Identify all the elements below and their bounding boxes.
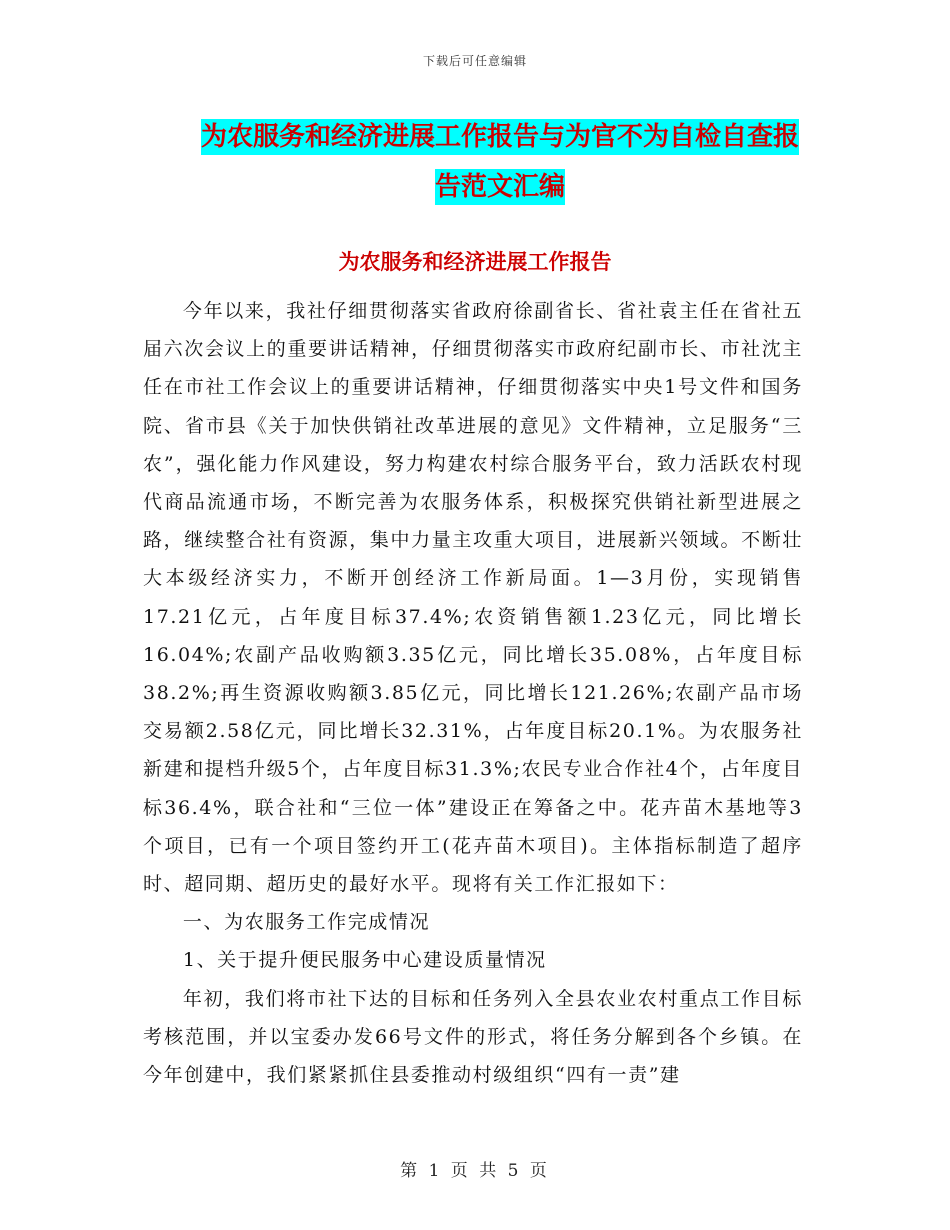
title-line-1: 为农服务和经济进展工作报告与为官不为自检自查报 bbox=[201, 119, 799, 155]
heading-level-2: 1、关于提升便民服务中心建设质量情况 bbox=[182, 949, 547, 972]
title-line-2: 告范文汇编 bbox=[435, 169, 565, 205]
intro-paragraph: 今年以来，我社仔细贯彻落实省政府徐副省长、省社袁主任在省社五届六次会议上的重要讲话精神，仔细贯彻落实市政府纪副市长、市社沈主任在市社工作会议上的重要讲话精神，仔细贯彻落实中央1号文件和国务院、省市县《关于加快供销社改革进展的意见》文件精神，立足服务“三农”，强化能力作风建设，努力构建农村综合服务平台，致力活跃农村现代商品流通市场，不断完善为农服务体系，积极探究供销社新型进展之路，继续整合社有资源，集中力量主攻重大项目，进展新兴领域。不断壮大本级经济实力，不断开创经济工作新局面。1—3月份，实现销售17.21亿元，占年度目标37.4%;农资销售额1.23亿元，同比增长16.04%;农副产品收购额3.35亿元，同比增长35.08%，占年度目标38.2%;再生资源收购额3.85亿元，同比增长121.26%;农副产品市场交易额2.58亿元，同比增长32.31%，占年度目标20.1%。为农服务社新建和提档升级5个，占年度目标31.3%;农民专业合作社4个，占年度目标36.4%，联合社和“三位一体”建设正在筹备之中。花卉苗木基地等3个项目，已有一个项目签约开工(花卉苗木项目)。主体指标制造了超序时、超同期、超历史的最好水平。现将有关工作汇报如下： bbox=[143, 300, 803, 896]
section-title: 为农服务和经济进展工作报告 bbox=[338, 249, 612, 274]
page-number-footer: 第 1 页 共 5 页 bbox=[400, 1161, 550, 1181]
header-note: 下载后可任意编辑 bbox=[422, 54, 527, 68]
heading-level-1: 一、为农服务工作完成情况 bbox=[182, 911, 431, 934]
document-body bbox=[143, 292, 803, 1094]
document-title bbox=[150, 112, 850, 212]
body-paragraph: 年初，我们将市社下达的目标和任务列入全县农业农村重点工作目标考核范围，并以宝委办发66号文件的形式，将任务分解到各个乡镇。在今年创建中，我们紧紧抓住县委推动村级组织“四有一责”建 bbox=[143, 987, 803, 1087]
